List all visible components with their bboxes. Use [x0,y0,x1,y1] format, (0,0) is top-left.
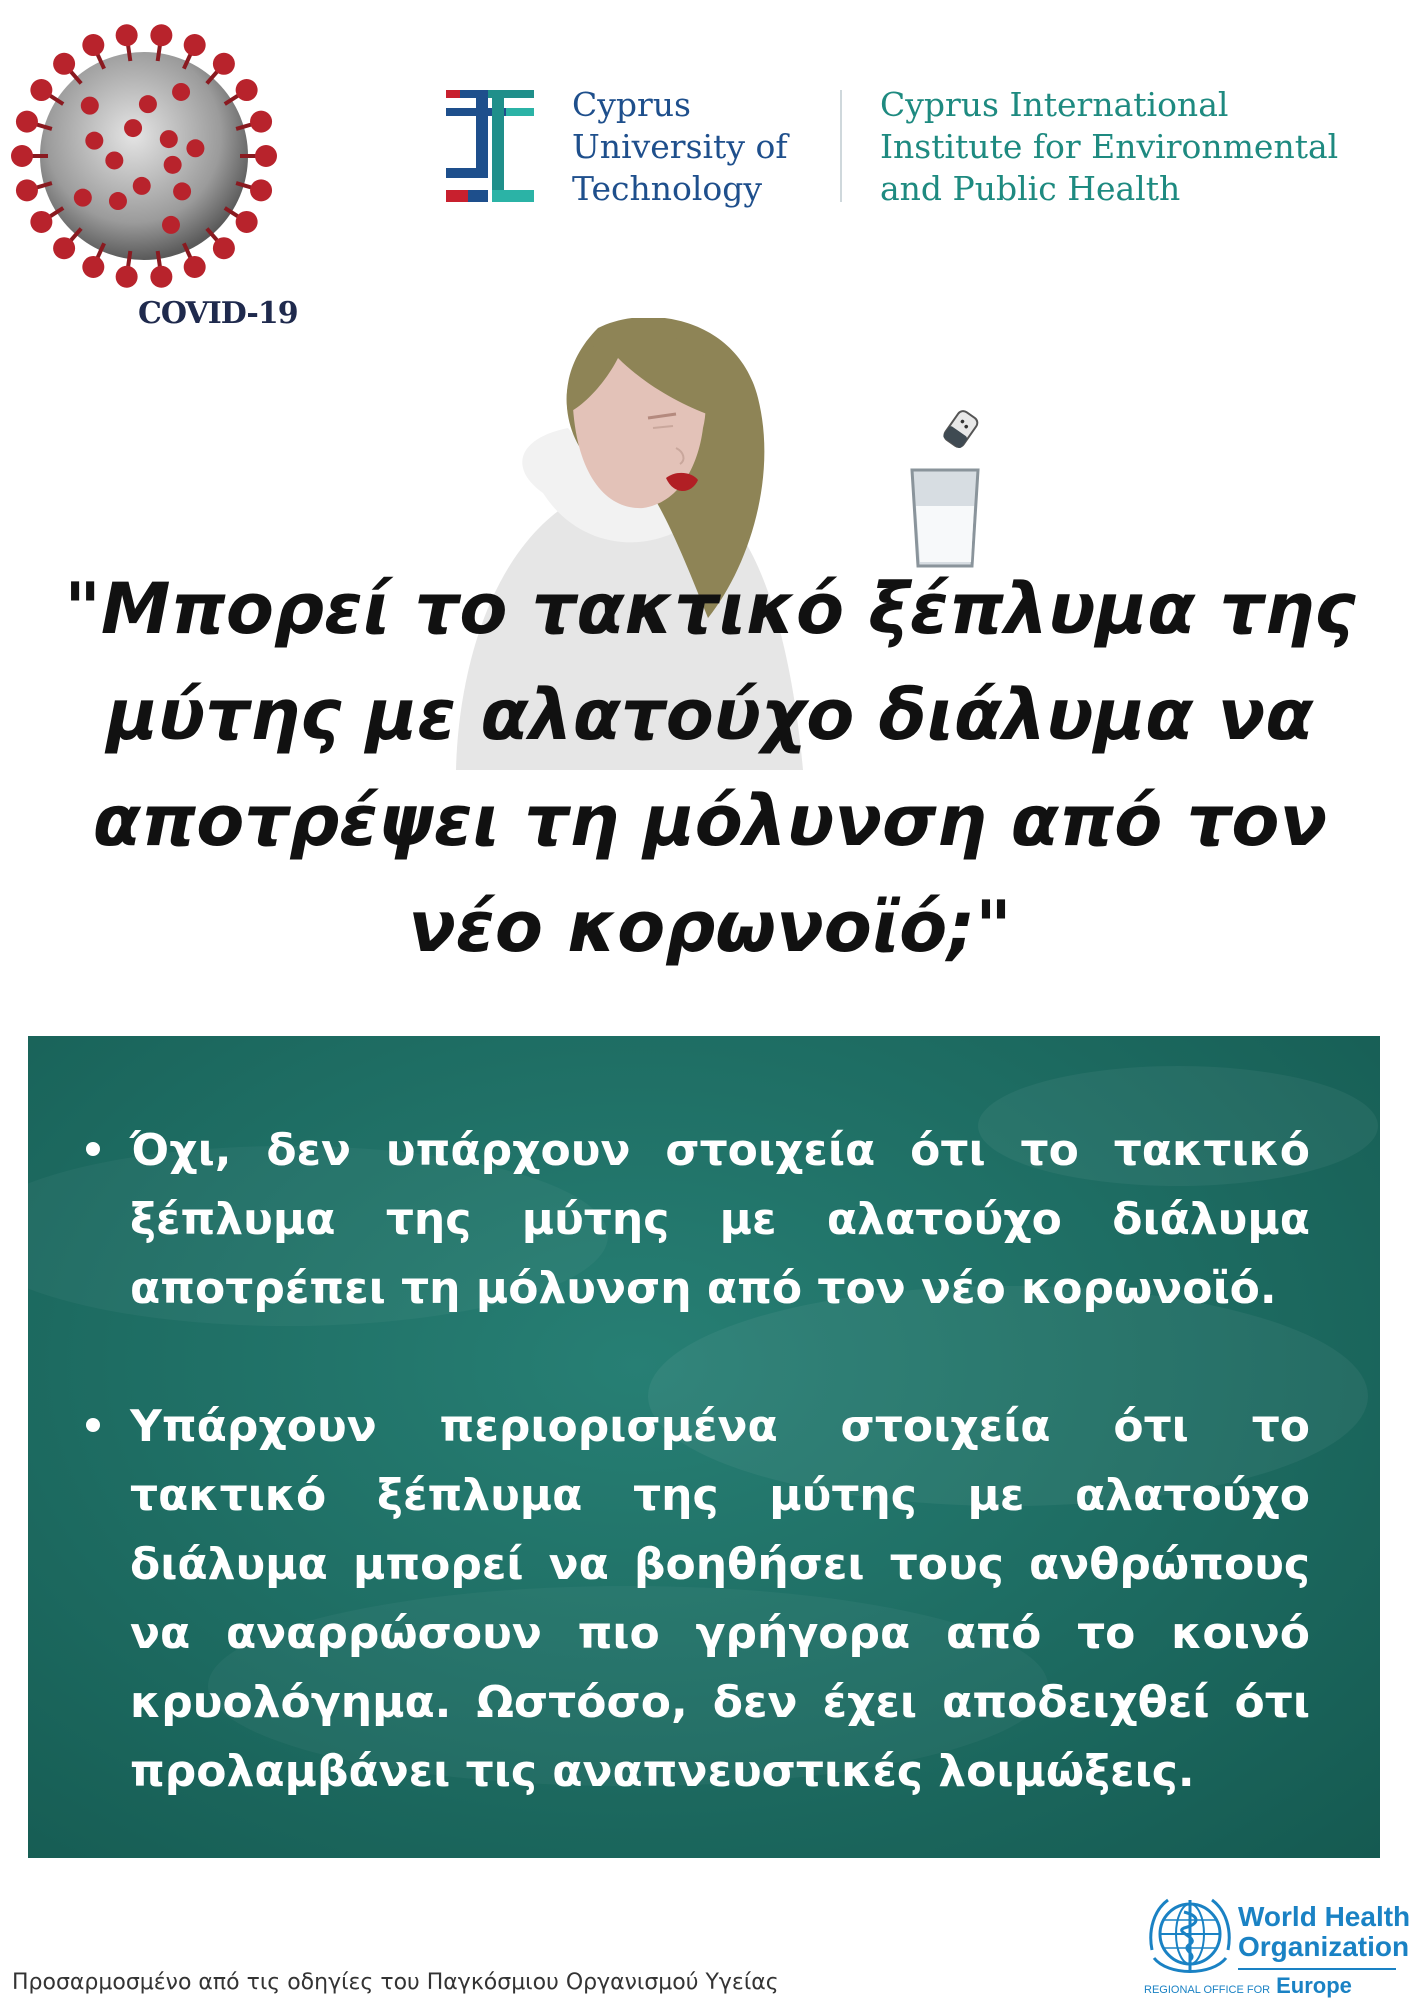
virus-spike-head [30,79,52,101]
salt-shaker-icon [942,410,980,449]
bullet-icon [86,1142,100,1156]
virus-spike-head [150,266,172,288]
who-name: World Health Organization [1238,1901,1411,1962]
virus-spike-head [16,179,38,201]
virus-surface-protein [139,95,157,113]
covid-label: COVID-19 [138,296,298,331]
virus-surface-protein [164,156,182,174]
virus-spike-head [184,256,206,278]
answer-list [130,1116,1310,1806]
bullet-icon [86,1418,100,1432]
virus-spike-head [82,34,104,56]
who-rule [1238,1968,1396,1970]
source-note: Προσαρμοσμένο από τις οδηγίες του Παγκόσμιου Οργανισμού Υγείας [12,1970,779,1995]
virus-surface-protein [162,216,180,234]
virus-spike-head [53,237,75,259]
institute-name: Cyprus International Institute for Environmental and Public Health [880,85,1339,208]
virus-spike-head [236,211,258,233]
virus-spike-head [11,145,33,167]
virus-surface-protein [105,151,123,169]
answer-item: Όχι, δεν υπάρχουν στοιχεία ότι το τακτικό ξέπλυμα της μύτης με αλατούχο διάλυμα αποτρέπει τη μόλυνση από τον νέο κορωνοϊό. [130,1116,1310,1323]
virus-spike-head [250,111,272,133]
virus-surface-protein [160,130,178,148]
logo-divider [840,90,842,202]
coronavirus-icon [6,18,282,294]
virus-spike-head [236,79,258,101]
virus-surface-protein [74,189,92,207]
cut-logo-icon [446,90,534,202]
virus-surface-protein [81,97,99,115]
virus-spike-head [116,266,138,288]
virus-surface-protein [133,177,151,195]
virus-surface-protein [173,182,191,200]
question-heading: "Μπορεί το τακτικό ξέπλυμα της μύτης με αλατούχο διάλυμα να αποτρέψει τη μόλυνση από τον νέο κορωνοϊό;" [64,568,1356,968]
virus-spike-head [213,237,235,259]
virus-spike-head [82,256,104,278]
virus-spike-head [150,24,172,46]
virus-spike-head [53,53,75,75]
who-emblem-icon [1144,1890,1236,1982]
university-name: Cyprus University of Technology [572,85,788,208]
virus-spike-head [30,211,52,233]
answer-board [28,1036,1380,1858]
virus-surface-protein [172,83,190,101]
virus-spike-head [250,179,272,201]
virus-surface-protein [109,192,127,210]
virus-spike-head [213,53,235,75]
who-region: REGIONAL OFFICE FOR Europe [1144,1973,1352,1998]
virus-surface-protein [85,132,103,150]
virus-spike-head [184,34,206,56]
answer-item: Υπάρχουν περιορισμένα στοιχεία ότι το τακτικό ξέπλυμα της μύτης με αλατούχο διάλυμα μπορεί να βοηθήσει τους ανθρώπους να αναρρώσουν πιο γρήγορα από το κοινό κρυολόγημα. Ωστόσο, δεν έχει αποδειχθεί ότι προλαμβάνει τις αναπνευστικές λοιμώξεις. [130,1392,1310,1806]
virus-surface-protein [186,139,204,157]
glass-of-water-icon [910,410,980,568]
virus-surface-protein [124,119,142,137]
virus-spike-head [255,145,277,167]
virus-spike-head [116,24,138,46]
virus-spike-head [16,111,38,133]
